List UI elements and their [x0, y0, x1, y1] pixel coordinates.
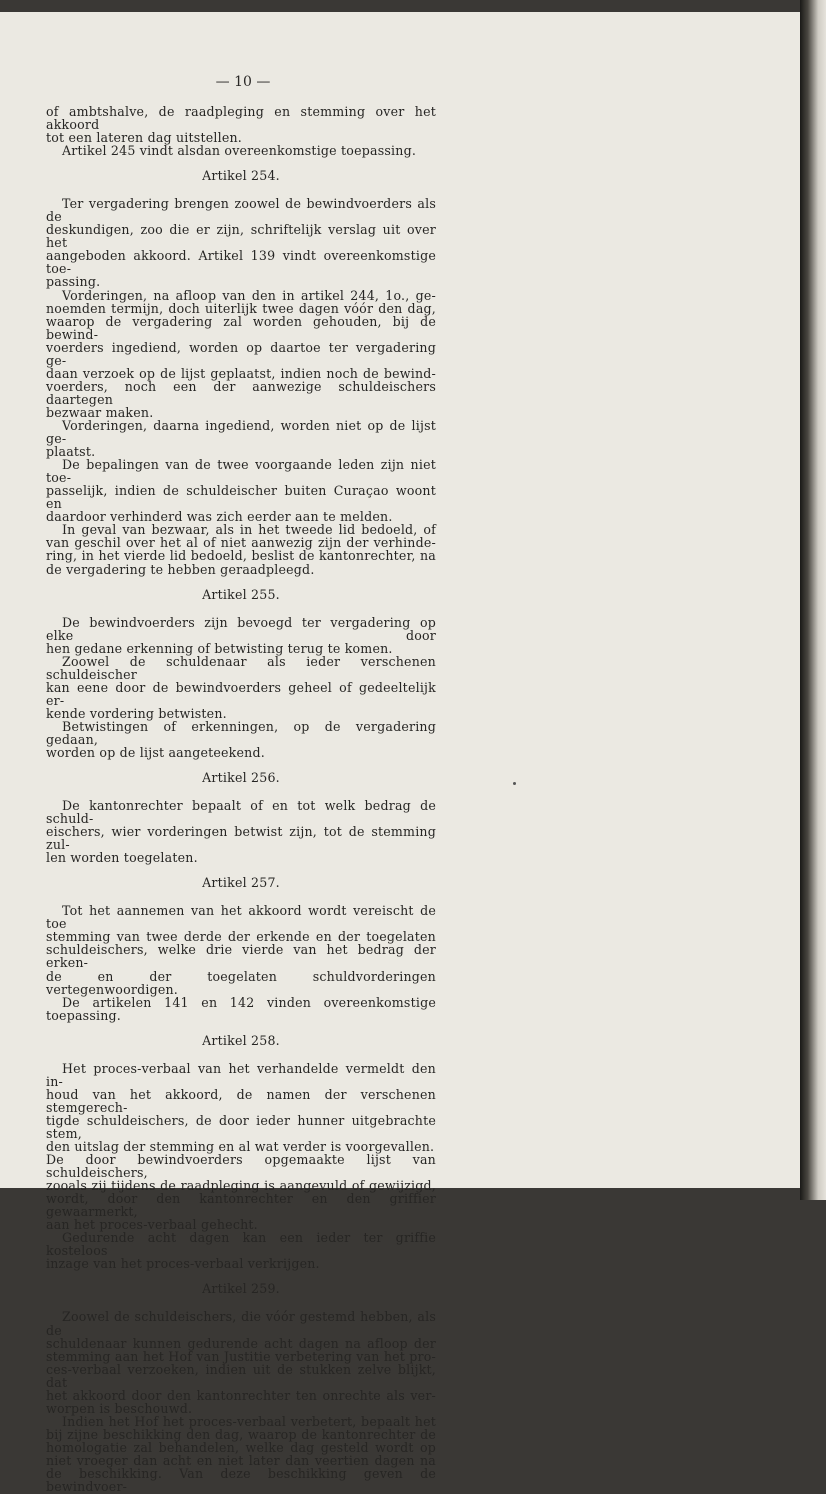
- text-line: Het proces-verbaal van het verhandelde vermeldt den in-: [46, 1060, 436, 1089]
- text-line: len worden toegelaten.: [46, 850, 198, 866]
- text-line: De bepalingen van de twee voorgaande leden zijn niet toe-: [46, 457, 436, 486]
- text-line: Tot het aannemen van het akkoord wordt vereischt de toe: [46, 903, 436, 932]
- text-line: kan eene door de bewindvoerders geheel of gedeeltelijk er-: [46, 679, 436, 708]
- text-line: daardoor verhinderd was zich eerder aan te melden.: [46, 509, 393, 525]
- text-line: passing.: [46, 274, 101, 290]
- text-line: Indien het Hof het proces-verbaal verbetert, bepaalt het: [62, 1413, 436, 1429]
- text-line: de en der toegelaten schuldvorderingen vertegenwoordigen.: [46, 968, 436, 997]
- text-line: homologatie zal behandelen, welke dag gesteld wordt op: [46, 1439, 436, 1455]
- text-line: van geschil over het al of niet aanwezig zijn der verhinde-: [46, 535, 436, 551]
- text-line: de beschikking. Van deze beschikking geven de bewindvoer-: [46, 1466, 436, 1494]
- article-heading: Artikel 255.: [202, 586, 280, 602]
- text-line: of ambtshalve, de raadpleging en stemming over het akkoord: [46, 104, 436, 133]
- article-heading: Artikel 258.: [202, 1032, 280, 1048]
- text-line: aan het proces-verbaal gehecht.: [46, 1217, 258, 1233]
- text-line: voerders, noch een der aanwezige schuldeischers daartegen: [46, 378, 436, 407]
- text-line: voerders ingediend, worden op daartoe ter vergadering ge-: [46, 339, 436, 368]
- text-line: Zoowel de schuldenaar als ieder verschenen schuldeischer: [46, 653, 436, 682]
- text-line: Vorderingen, daarna ingediend, worden niet op de lijst ge-: [46, 417, 436, 447]
- text-line: inzage van het proces-verbaal verkrijgen.: [46, 1256, 320, 1272]
- text-line: ring, in het vierde lid bedoeld, beslist de kantonrechter, na: [46, 548, 436, 564]
- text-line: noemden termijn, doch uiterlijk twee dagen vóór den dag,: [46, 300, 436, 316]
- text-line: hen gedane erkenning of betwisting terug te komen.: [46, 640, 393, 656]
- text-line: tigde schuldeischers, de door ieder hunner uitgebrachte stem,: [46, 1112, 436, 1141]
- text-line: plaatst.: [46, 444, 96, 460]
- text-line: Vorderingen, na afloop van den in artikel 244, 1o., ge-: [62, 287, 436, 303]
- text-line: worpen is beschouwd.: [46, 1400, 193, 1416]
- article-heading: Artikel 256.: [202, 770, 280, 786]
- text-line: niet vroeger dan acht en niet later dan veertien dagen na: [46, 1452, 436, 1468]
- text-line: kende vordering betwisten.: [46, 705, 227, 721]
- text-line: Artikel 245 vindt alsdan overeenkomstige toepassing.: [62, 143, 417, 159]
- text-line: Ter vergadering brengen zoowel de bewindvoerders als de: [46, 196, 436, 225]
- document-page: [0, 12, 800, 1494]
- text-line: het akkoord door den kantonrechter ten onrechte als ver-: [46, 1387, 436, 1403]
- article-heading: Artikel 257.: [202, 875, 280, 891]
- text-line: ces-verbaal verzoeken, indien uit de stukken zelve blijkt, dat: [46, 1361, 436, 1390]
- text-line: deskundigen, zoo die er zijn, schriftelijk verslag uit over het: [46, 222, 436, 251]
- text-line: bezwaar maken.: [46, 404, 154, 420]
- text-line: aangeboden akkoord. Artikel 139 vindt overeenkomstige toe-: [46, 248, 436, 277]
- text-line: Betwistingen of erkenningen, op de vergadering gedaan,: [46, 718, 436, 747]
- text-line: stemming aan het Hof van Justitie verbetering van het pro-: [46, 1348, 436, 1364]
- text-line: de vergadering te hebben geraadpleegd.: [46, 561, 315, 577]
- text-line: wordt, door den kantonrechter en den griffier gewaarmerkt,: [46, 1191, 436, 1220]
- text-line: worden op de lijst aangeteekend.: [46, 745, 265, 761]
- text-line: tot een lateren dag uitstellen.: [46, 130, 242, 146]
- text-line: schuldenaar kunnen gedurende acht dagen na afloop der: [46, 1335, 436, 1351]
- page-number: — 10 —: [215, 74, 271, 90]
- text-line: schuldeischers, welke drie vierde van het bedrag der erken-: [46, 942, 436, 971]
- text-line: passelijk, indien de schuldeischer buiten Curaçao woont en: [46, 483, 436, 512]
- book-spine-edge: [800, 0, 826, 1200]
- ink-speck: [513, 782, 516, 785]
- text-line: De kantonrechter bepaalt of en tot welk bedrag de schuld-: [46, 798, 436, 827]
- text-line: bij zijne beschikking den dag, waarop de kantonrechter de: [46, 1426, 436, 1442]
- text-line: daan verzoek op de lijst geplaatst, indien noch de bewind-: [46, 365, 436, 381]
- text-line: stemming van twee derde der erkende en der toegelaten: [46, 929, 436, 945]
- text-line: De bewindvoerders zijn bevoegd ter vergadering op elke door: [46, 614, 436, 643]
- text-line: den uitslag der stemming en al wat verder is voorgevallen.: [46, 1139, 435, 1154]
- text-line: eischers, wier vorderingen betwist zijn, tot de stemming zul-: [46, 824, 436, 853]
- text-line: De door bewindvoerders opgemaakte lijst van schuldeischers,: [46, 1152, 436, 1181]
- text-line: Gedurende acht dagen kan een ieder ter griffie kosteloos: [46, 1230, 436, 1259]
- text-line: Zoowel de schuldeischers, die vóór gestemd hebben, als de: [46, 1309, 436, 1338]
- text-line: houd van het akkoord, de namen der verschenen stemgerech-: [46, 1086, 436, 1115]
- text-line: zooals zij tijdens de raadpleging is aangevuld of gewijzigd,: [46, 1178, 436, 1194]
- article-heading: Artikel 254.: [202, 168, 280, 184]
- article-heading: Artikel 259.: [202, 1281, 280, 1297]
- body-text: [46, 105, 436, 1493]
- text-line: In geval van bezwaar, als in het tweede lid bedoeld, of: [62, 522, 436, 538]
- text-line: waarop de vergadering zal worden gehouden, bij de bewind-: [46, 313, 436, 342]
- text-line: De artikelen 141 en 142 vinden overeenkomstige toepassing.: [46, 994, 436, 1023]
